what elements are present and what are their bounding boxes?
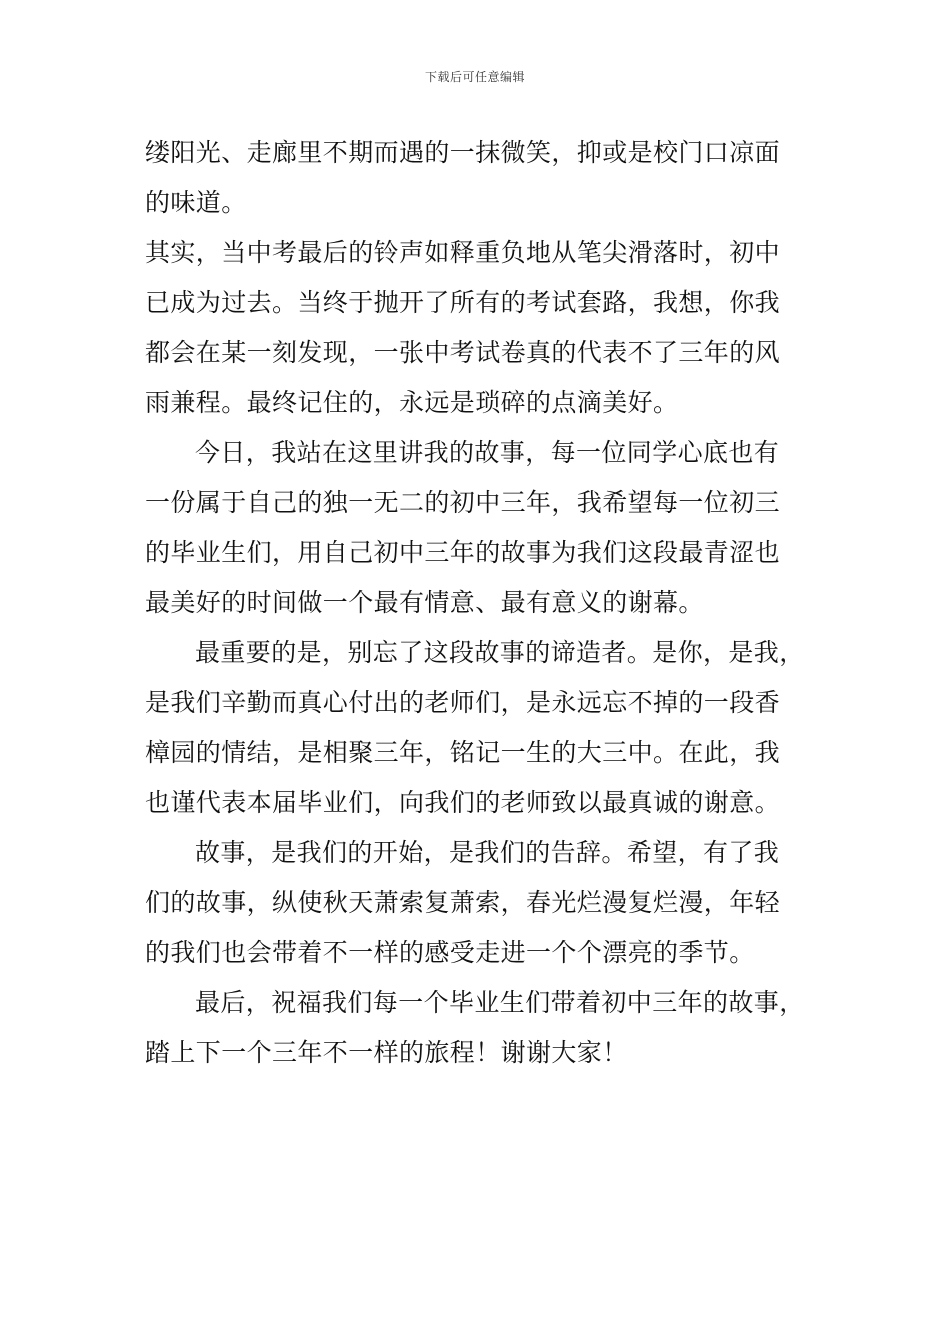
text-line: 故事，是我们的开始，是我们的告辞。希望，有了我 <box>195 838 780 867</box>
text-line: 的毕业生们，用自己初中三年的故事为我们这段最青涩也 <box>145 538 781 567</box>
page-header: 下载后可任意编辑 <box>424 70 525 84</box>
text-line: 是我们辛勤而真心付出的老师们，是永远忘不掉的一段香 <box>145 688 781 717</box>
text-line: 们的故事，纵使秋天萧索复萧索，春光烂漫复烂漫，年轻 <box>145 888 781 917</box>
text-line: 其实，当中考最后的铃声如释重负地从笔尖滑落时，初中 <box>145 238 781 267</box>
text-line: 的味道。 <box>145 188 247 217</box>
text-line: 缕阳光、走廊里不期而遇的一抹微笑，抑或是校门口凉面 <box>145 138 781 167</box>
text-line: 一份属于自己的独一无二的初中三年，我希望每一位初三 <box>145 488 781 517</box>
text-line: 雨兼程。最终记住的，永远是琐碎的点滴美好。 <box>145 388 679 417</box>
text-line: 最后，祝福我们每一个毕业生们带着初中三年的故事， <box>195 988 805 1017</box>
text-line: 最重要的是，别忘了这段故事的谛造者。是你，是我， <box>195 638 805 667</box>
text-line: 最美好的时间做一个最有情意、最有意义的谢幕。 <box>145 588 704 617</box>
document-body <box>145 128 810 1078</box>
text-line: 樟园的情结，是相聚三年，铭记一生的大三中。在此，我 <box>145 738 781 767</box>
text-line: 的我们也会带着不一样的感受走进一个个漂亮的季节。 <box>145 938 755 967</box>
text-line: 今日，我站在这里讲我的故事，每一位同学心底也有 <box>195 438 780 467</box>
text-line: 踏上下一个三年不一样的旅程！谢谢大家！ <box>145 1038 628 1067</box>
text-line: 也谨代表本届毕业们，向我们的老师致以最真诚的谢意。 <box>145 788 781 817</box>
text-line: 已成为过去。当终于抛开了所有的考试套路，我想，你我 <box>145 288 781 317</box>
text-line: 都会在某一刻发现，一张中考试卷真的代表不了三年的风 <box>145 338 781 367</box>
